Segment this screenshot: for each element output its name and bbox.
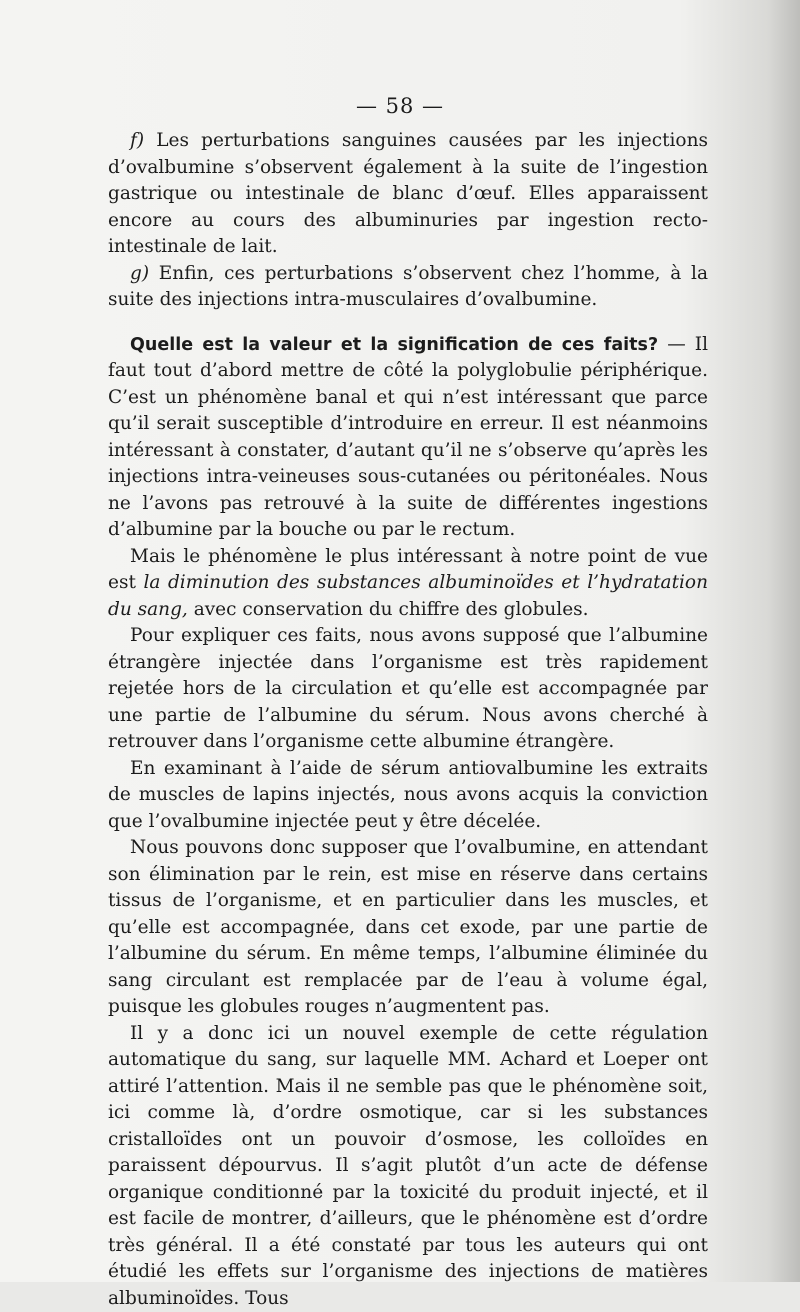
paragraph-f (108, 128, 708, 261)
paragraph-mais-text-1: Mais le phénomène le plus intéressant à notre point de vue est (108, 546, 708, 594)
paragraph-question (108, 332, 708, 544)
paragraph-question-text: — Il faut tout d’abord mettre de côté la polyglobulie périphérique. C’est un phénomène banal et qui n’est intéressant que parce qu’il serait susceptible d’introduire en erreur. Il est néanmoins intéressant à constater, d’autant qu’il ne s’observe qu’après les injections intra-veineuses sous-cutanées ou péritonéales. Nous ne l’avons pas retrouvé à la suite de différentes ingestions d’albumine par la bouche ou par le rectum. (108, 334, 708, 541)
paragraph-mais-text-2: avec conservation du chiffre des globules. (194, 599, 589, 620)
paragraph-f-label: f) (130, 130, 144, 151)
paragraph-mais-emphasis: la diminution des substances albuminoïdes et l’hydratation du sang, (108, 572, 708, 620)
paragraph-nous-pouvons: Nous pouvons donc supposer que l’ovalbumine, en attendant son élimination par le rein, est mise en réserve dans certains tissus de l’organisme, et en particulier dans les muscles, et qu’elle est accompagnée, dans cet exode, par une partie de l’albumine du sérum. En même temps, l’albumine éliminée du sang circulant est remplacée par de l’eau à volume égal, puisque les globules rouges n’augmentent pas. (108, 835, 708, 1021)
paragraph-g (108, 261, 708, 314)
section-heading: Quelle est la valeur et la signification de ces faits? (130, 335, 658, 355)
paragraph-pour: Pour expliquer ces faits, nous avons supposé que l’albumine étrangère injectée dans l’organisme est très rapidement rejetée hors de la circulation et qu’elle est accompagnée par une partie de l’albumine du sérum. Nous avons cherché à retrouver dans l’organisme cette albumine étrangère. (108, 623, 708, 756)
paragraph-il-y-a: Il y a donc ici un nouvel exemple de cette régulation automatique du sang, sur laquelle MM. Achard et Loeper ont attiré l’attention. Mais il ne semble pas que le phénomène soit, ici comme là, d’ordre osmotique, car si les substances cristalloïdes ont un pouvoir d’osmose, les colloïdes en paraissent dépourvus. Il s’agit plutôt d’un acte de défense organique conditionné par la toxicité du produit injecté, et il est facile de montrer, d’ailleurs, que le phénomène est d’ordre très général. Il a été constaté par tous les auteurs qui ont étudié les effets sur l’organisme des injections de matières albuminoïdes. Tous (108, 1021, 708, 1312)
paragraph-f-text: Les perturbations sanguines causées par les injections d’ovalbumine s’observent également à la suite de l’ingestion gastrique ou intestinale de blanc d’œuf. Elles apparaissent encore au cours des albuminuries par ingestion recto-intestinale de lait. (108, 130, 708, 257)
paragraph-g-label: g) (130, 263, 149, 284)
paragraph-g-text: Enfin, ces perturbations s’observent chez l’homme, à la suite des injections intra-musculaires d’ovalbumine. (108, 263, 708, 311)
page-number: — 58 — (0, 94, 800, 118)
body-text (108, 128, 708, 1312)
paragraph-en-examinant: En examinant à l’aide de sérum antiovalbumine les extraits de muscles de lapins injectés, nous avons acquis la conviction que l’ovalbumine injectée peut y être décelée. (108, 756, 708, 836)
paragraph-mais (108, 544, 708, 624)
